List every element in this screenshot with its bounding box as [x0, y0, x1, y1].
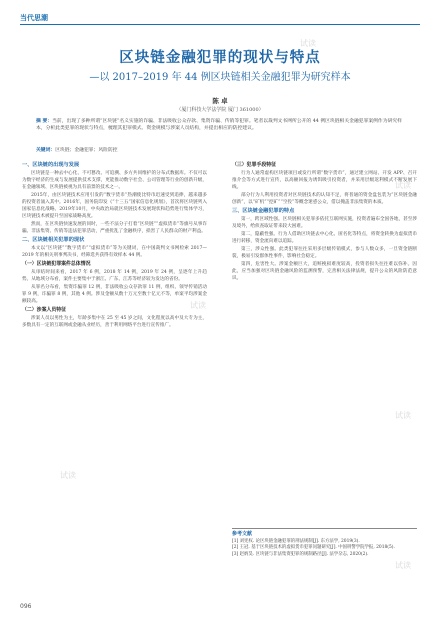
section-tag: 当代思潮 [20, 14, 48, 22]
watermark: 试读 [395, 181, 411, 190]
body-paragraph: 第一，跨区域性强。区块链相关犯罪多依托互联网实施，投资者遍布全国各地，甚至涉及境外，给侦查取证带来较大困难。 [232, 217, 417, 229]
header-rule [20, 24, 420, 25]
reference-item: [2] 王冠. 基于区块链技术的虚拟货币犯罪问题研究[J]. 中国刑警学院学报, 2018(5). [232, 545, 395, 551]
subsection-heading: （一）区块链犯罪案件总体情况 [22, 261, 91, 267]
body-paragraph: 本文以“区块链”“数字货币”“虚拟货币”等为关键词，在中国裁判文书网检索 2017—2019 年的相关刑事判决书，经筛选共获得有效样本 44 例。 [22, 246, 207, 258]
references-title: 参考文献 [232, 531, 253, 537]
section-heading: 三、区块链金融犯罪的特点 [232, 208, 295, 214]
references-rule [232, 528, 417, 529]
body-paragraph: 第三，涉众性强。此类犯罪往往采用多层级传销模式，参与人数众多，一旦资金链断裂，极易引发群体性事件，影响社会稳定。 [232, 247, 417, 259]
subsection-heading: （二）涉案人员特征 [22, 307, 67, 313]
body-paragraph: 从审结时间来看，2017 年 6 例，2018 年 14 例，2019 年 24 例，呈逐年上升趋势。从地域分布看，案件主要集中于浙江、广东、江苏等经济较为发达的省份。 [22, 270, 207, 282]
keywords-label: 关键词： [36, 147, 56, 153]
author-name: 陈 卓 [212, 97, 228, 105]
watermark: 试读 [395, 411, 411, 420]
body-paragraph: 第四，危害性大。涉案金额巨大，追赃挽损难度较高，投资者损失往往难以弥补。因此，应当加强对区块链金融风险的监测预警，完善相关法律法规，提升公众的风险防范意识。 [232, 262, 417, 281]
right-column [232, 160, 417, 283]
watermark: 试读 [60, 471, 76, 480]
keywords [36, 146, 404, 153]
abstract-label: 摘 要： [36, 118, 53, 124]
article-title: 区块链金融犯罪的现状与特点 [119, 49, 321, 66]
references [232, 528, 417, 558]
body-paragraph: 然而，在区块链快速发展的同时，一些不法分子打着“区块链”“虚拟货币”等旗号从事诈骗、非法集资、传销等违法犯罪活动，严重扰乱了金融秩序，损害了人民群众的财产利益。 [22, 222, 207, 234]
body-paragraph: 行为人通常虚构区块链项目或发行所谓“数字货币”，通过建立网站、开发 APP、召开推介会等方式进行宣传，以高额回报为诱饵吸引投资者，并采用层级返利模式不断发展下线。 [232, 171, 417, 190]
body-paragraph: 涉案人员以男性为主，年龄多集中在 25 至 45 岁之间，文化程度以高中及大专为主，多数具有一定的互联网或金融从业经历，善于利用网络平台进行宣传推广。 [22, 316, 207, 328]
section-heading: 一、区块链的出现与发展 [22, 162, 80, 168]
abstract-text: 当前，出现了多种所谓“区块链”名义实施的诈骗、非法吸收公众存款、集资诈骗、传销等犯罪。笔者以裁判文书网所公开的 44 例区块链相关金融犯罪案例作为研究样本，分析此类犯罪的现状与特点，梳理其犯罪模式、资金规模与涉案人员结构，并提出相应的防控建议。 [36, 119, 402, 132]
body-paragraph: 2015年，由区块链技术应用引发的“数字货币”热潮使比特币迅速受到追捧，越来越多的投资者涌入其中。2016年，国务院印发《“十三五”国家信息化规划》，首次将区块链列入国家信息化战略。2019年10月，中央政治局就区块链技术发展现状和趋势进行集体学习，区块链技术被提升至国家战略高度。 [22, 193, 207, 219]
author-affiliation: （厦门科技大学法学院 厦门 361000） [176, 107, 264, 113]
body-paragraph: 从罪名分布看，集资诈骗罪 12 例，非法吸收公众存款罪 11 例，组织、领导传销活动罪 9 例，诈骗罪 8 例，其他 4 例。涉及金额从数十万元至数十亿元不等，单案平均涉案金额较高。 [22, 285, 207, 304]
keywords-text: 区块链；金融犯罪；风险防控 [55, 148, 118, 153]
body-paragraph: 部分行为人利用投资者对区块链技术的认知不足，将普通的资金盘包装为“区块链金融创新”，以“矿机”“挖矿”“空投”等概念迷惑公众，借以掩盖非法集资的本质。 [232, 193, 417, 205]
page-number: 096 [20, 603, 32, 610]
page-header [0, 0, 440, 26]
body-paragraph: 第二，隐蔽性强。行为人借助区块链去中心化、匿名化等特点，将资金转换为虚拟货币进行转移，资金流向难以追踪。 [232, 232, 417, 244]
reference-item: [3] 赵炳昊. 区块链与非法集资犯罪的规制路径[J]. 法学杂志, 2020(2). [232, 551, 369, 557]
left-column [22, 160, 207, 330]
body-paragraph: 区块链是一种去中心化、不可篡改、可追溯、多方共同维护的分布式数据库。不仅可以为数字经济的生成与发展提供技术支撑，更能推动数字社会、公司管理等行业的创新升级，在金融领域、区块链被视为具有前景的技术之一。 [22, 171, 207, 190]
watermark: 试读 [190, 301, 206, 310]
watermark: 试读 [395, 561, 411, 570]
watermark: 试读 [300, 39, 316, 48]
reference-item: [1] 刘宪权. 论区块链金融犯罪的刑法规制[J]. 东方法学, 2019(3). [232, 538, 360, 544]
article-subtitle: —以 2017–2019 年 44 例区块链相关金融犯罪为研究样本 [89, 72, 351, 83]
subsection-heading: （三）犯罪手段特征 [232, 162, 277, 168]
section-heading: 二、区块链相关犯罪的现状 [22, 237, 85, 243]
abstract [36, 118, 404, 132]
